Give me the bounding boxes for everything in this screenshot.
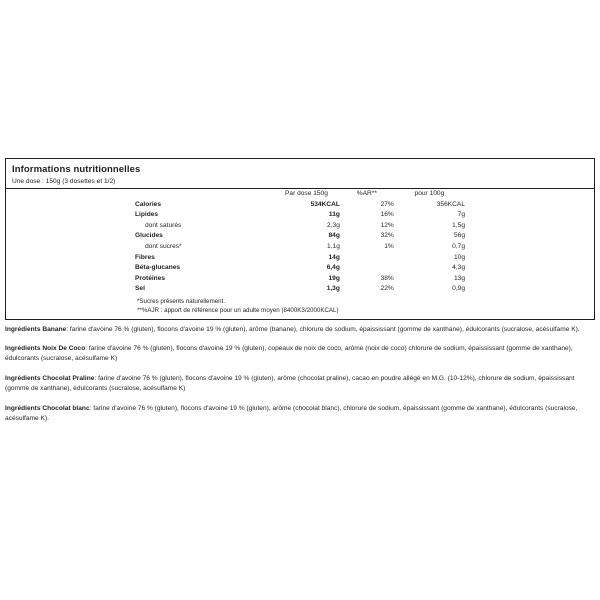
- note-sugars: *Sucres présents naturellement.: [137, 297, 226, 305]
- cell-ar-percent: 12%: [380, 221, 394, 229]
- cell-per-100g: 1,5g: [452, 221, 465, 229]
- cell-per-dose: 6,4g: [326, 264, 340, 272]
- table-row: [135, 231, 465, 242]
- cell-per-100g: 10g: [453, 253, 465, 261]
- nutrition-panel: [5, 158, 595, 320]
- header-label: [135, 189, 273, 200]
- cell-per-dose: 19g: [328, 274, 340, 282]
- cell-ar-percent: 27%: [380, 200, 394, 208]
- table-row: [135, 200, 465, 211]
- table-header-row: [135, 189, 465, 200]
- cell-nutrient-label: Protéines: [135, 274, 166, 282]
- ingredients-heading: Ingrédients Chocolat blanc: [5, 404, 90, 412]
- table-row: [135, 284, 465, 295]
- cell-per-dose: 534KCAL: [310, 200, 340, 208]
- header-ar: %AR**: [356, 190, 377, 197]
- table-row: [135, 274, 465, 285]
- cell-per-100g: 56g: [453, 232, 465, 240]
- cell-per-dose: 11g: [328, 211, 340, 219]
- ingredients-paragraph: [5, 325, 593, 335]
- cell-per-100g: 356KCAL: [436, 200, 465, 208]
- cell-ar-percent: 16%: [380, 211, 394, 219]
- header-per-100g: pour 100g: [414, 190, 445, 197]
- cell-per-dose: 2,3g: [327, 221, 340, 229]
- note-ar: **%AJR : apport de référence pour un adulte moyen (8400K3/2000KCAL): [137, 306, 339, 314]
- cell-ar-percent: 1%: [384, 242, 394, 250]
- nutrition-title: Informations nutritionnelles: [12, 164, 141, 175]
- ingredients-text: : farine d'avoine 76 % (gluten), flocons d'avoine 19 % (gluten), copeaux de noix de coco, arôme (noix de coco) chlorure de sodium, épaississant (gomme de xanthane), édulcorants (sucralose, acésulfame K): [5, 345, 573, 363]
- table-row: [135, 210, 465, 221]
- cell-ar-percent: 22%: [380, 285, 394, 293]
- cell-per-100g: 0,7g: [452, 242, 465, 250]
- cell-nutrient-label: dont sucres*: [145, 242, 182, 250]
- ingredients-paragraph: [5, 374, 593, 395]
- cell-nutrient-label: dont saturés: [145, 221, 182, 229]
- cell-per-dose: 84g: [328, 232, 340, 240]
- cell-per-100g: 4,3g: [452, 264, 465, 272]
- cell-nutrient-label: Glucides: [135, 232, 163, 240]
- cell-ar-percent: [340, 253, 394, 264]
- cell-per-100g: 13g: [453, 274, 465, 282]
- header-per-dose: Par dose 150g: [285, 190, 328, 197]
- nutrition-notes: [135, 297, 465, 315]
- cell-nutrient-label: Béta-glucanes: [135, 264, 181, 272]
- table-row: [135, 242, 465, 253]
- ingredients-heading: Ingrédients Noix De Coco: [5, 345, 86, 352]
- ingredients-text: : farine d'avoine 76 % (gluten), flocons d'avoine 19 % (gluten), arôme (chocolat praline), cacao en poudre allégé en M.G. (10-12%), chlorure de sodium, épaississant (gomme de xanthane), édulcorants (sucralose, acésulfame K): [5, 374, 575, 393]
- ingredients-section: [5, 318, 593, 433]
- cell-per-dose: 14g: [328, 253, 340, 261]
- cell-nutrient-label: Lipides: [135, 211, 159, 219]
- cell-per-100g: 7g: [457, 211, 465, 219]
- nutrition-table: [135, 189, 465, 295]
- cell-ar-percent: 32%: [380, 232, 394, 240]
- ingredients-heading: Ingrédients Banane: [5, 325, 67, 333]
- cell-ar-percent: 38%: [380, 274, 394, 282]
- ingredients-heading: Ingrédients Chocolat Praline: [5, 374, 95, 382]
- cell-per-dose: 1,1g: [327, 242, 340, 250]
- ingredients-text: : farine d'avoine 76 % (gluten), flocons d'avoine 19 % (gluten), arôme (chocolat blanc), chlorure de sodium, épaississant (gomme de xanthane), édulcorants (sucralose, acésulfame K).: [5, 404, 578, 423]
- table-row: [135, 221, 465, 232]
- table-row: [135, 253, 465, 264]
- cell-nutrient-label: Sel: [135, 285, 145, 293]
- cell-ar-percent: [340, 263, 394, 274]
- serving-size-text: Une dose : 150g (3 dosettes et 1/2): [12, 178, 116, 185]
- ingredients-text: : farine d'avoine 76 % (gluten), flocons d'avoine 19 % (gluten), arôme (banane), chlorure de sodium, épaississant (gomme de xanthane), édulcorants (sucralose, acésulfame K).: [66, 325, 580, 333]
- ingredients-paragraph: [5, 344, 593, 365]
- cell-nutrient-label: Fibres: [135, 253, 155, 261]
- cell-per-100g: 0,9g: [452, 285, 465, 293]
- ingredients-paragraph: [5, 404, 593, 425]
- cell-per-dose: 1,3g: [326, 285, 340, 293]
- cell-nutrient-label: Calories: [135, 200, 162, 208]
- table-row: [135, 263, 465, 274]
